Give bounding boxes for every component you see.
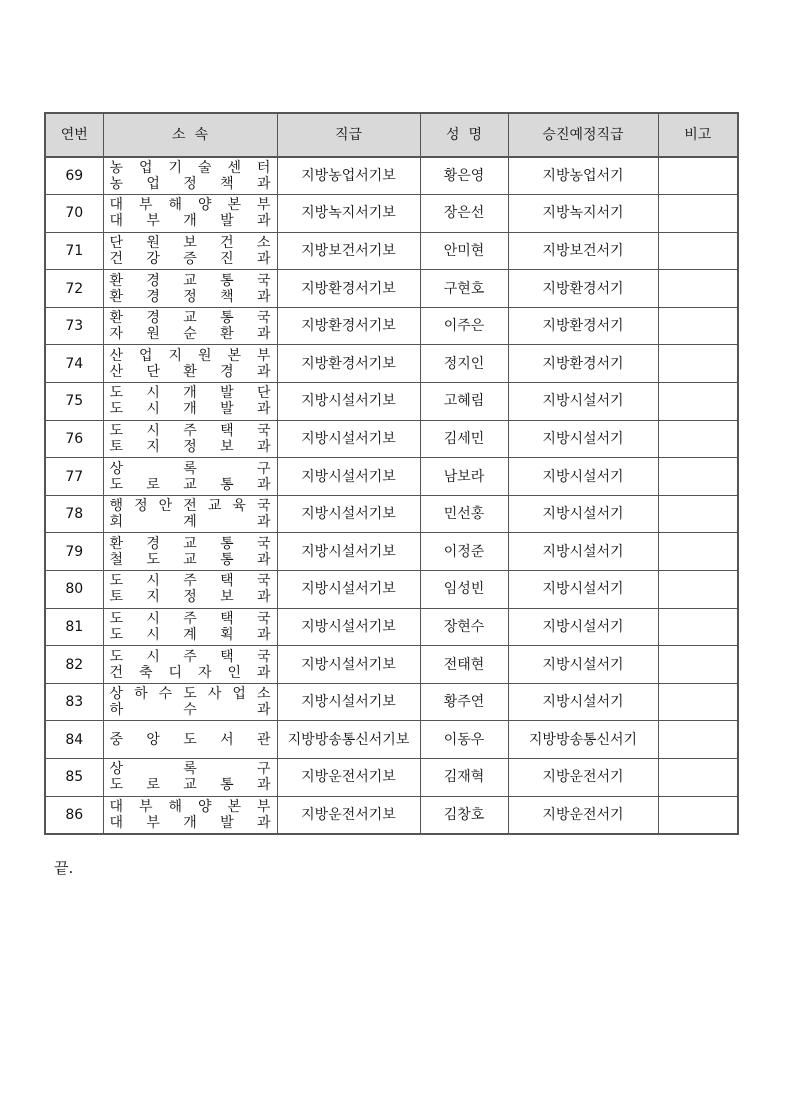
note-cell (658, 195, 738, 233)
department-line: 대 부 개 발 과 (109, 814, 271, 831)
header-promo: 승진예정직급 (508, 113, 658, 157)
row-number: 74 (45, 345, 103, 383)
row-number: 72 (45, 270, 103, 308)
promotion-rank-cell: 지방시설서기 (508, 646, 658, 684)
department-line: 회 계 과 (109, 514, 271, 531)
department-line: 대 부 해 양 본 부 (109, 197, 271, 214)
note-cell (658, 721, 738, 759)
rank-cell: 지방환경서기보 (277, 345, 420, 383)
department-line: 도 시 개 발 단 (109, 385, 271, 402)
department-line: 행 정 안 전 교 육 국 (109, 498, 271, 515)
note-cell (658, 495, 738, 533)
table-row (45, 796, 738, 834)
row-number: 78 (45, 495, 103, 533)
rank-cell: 지방시설서기보 (277, 383, 420, 421)
name-cell: 구현호 (420, 270, 508, 308)
name-cell: 안미현 (420, 232, 508, 270)
promotion-rank-cell: 지방보건서기 (508, 232, 658, 270)
row-number: 80 (45, 571, 103, 609)
rank-cell: 지방시설서기보 (277, 458, 420, 496)
department-line: 산 단 환 경 과 (109, 363, 271, 380)
name-cell: 임성빈 (420, 571, 508, 609)
department-cell (103, 458, 277, 496)
rank-cell: 지방시설서기보 (277, 571, 420, 609)
department-line: 환 경 정 책 과 (109, 288, 271, 305)
rank-cell: 지방운전서기보 (277, 759, 420, 797)
header-name: 성 명 (420, 113, 508, 157)
row-number: 71 (45, 232, 103, 270)
note-cell (658, 270, 738, 308)
department-cell (103, 495, 277, 533)
note-cell (658, 608, 738, 646)
row-number: 86 (45, 796, 103, 834)
table-row (45, 383, 738, 421)
department-cell (103, 195, 277, 233)
rank-cell: 지방시설서기보 (277, 646, 420, 684)
name-cell: 김창호 (420, 796, 508, 834)
rank-cell: 지방시설서기보 (277, 533, 420, 571)
department-line: 상 하 수 도 사 업 소 (109, 686, 271, 703)
promotion-rank-cell: 지방시설서기 (508, 383, 658, 421)
row-number: 84 (45, 721, 103, 759)
note-cell (658, 458, 738, 496)
promotion-rank-cell: 지방방송통신서기 (508, 721, 658, 759)
note-cell (658, 307, 738, 345)
header-dept: 소 속 (103, 113, 277, 157)
promotion-rank-cell: 지방녹지서기 (508, 195, 658, 233)
note-cell (658, 646, 738, 684)
department-cell (103, 683, 277, 721)
note-cell (658, 796, 738, 834)
table-row (45, 420, 738, 458)
rank-cell: 지방방송통신서기보 (277, 721, 420, 759)
table-row (45, 571, 738, 609)
name-cell: 전태현 (420, 646, 508, 684)
table-row (45, 307, 738, 345)
department-line: 환 경 교 통 국 (109, 535, 271, 552)
row-number: 77 (45, 458, 103, 496)
header-note: 비고 (658, 113, 738, 157)
promotion-rank-cell: 지방환경서기 (508, 270, 658, 308)
department-line: 산 업 지 원 본 부 (109, 347, 271, 364)
department-cell (103, 533, 277, 571)
note-cell (658, 420, 738, 458)
header-no: 연번 (45, 113, 103, 157)
row-number: 79 (45, 533, 103, 571)
department-line: 건 강 증 진 과 (109, 250, 271, 267)
note-cell (658, 232, 738, 270)
name-cell: 장현수 (420, 608, 508, 646)
name-cell: 이정준 (420, 533, 508, 571)
rank-cell: 지방환경서기보 (277, 307, 420, 345)
rank-cell: 지방녹지서기보 (277, 195, 420, 233)
rank-cell: 지방운전서기보 (277, 796, 420, 834)
department-line: 하 수 과 (109, 702, 271, 719)
department-line: 농 업 기 술 센 터 (109, 160, 271, 177)
table-row (45, 608, 738, 646)
department-cell (103, 721, 277, 759)
row-number: 82 (45, 646, 103, 684)
table-row (45, 683, 738, 721)
promotion-rank-cell: 지방시설서기 (508, 608, 658, 646)
table-row (45, 232, 738, 270)
department-cell (103, 420, 277, 458)
table-row (45, 721, 738, 759)
department-line: 환 경 교 통 국 (109, 272, 271, 289)
department-line: 건 축 디 자 인 과 (109, 664, 271, 681)
rank-cell: 지방시설서기보 (277, 683, 420, 721)
department-line: 도 시 개 발 과 (109, 401, 271, 418)
promotion-rank-cell: 지방환경서기 (508, 345, 658, 383)
row-number: 70 (45, 195, 103, 233)
department-line: 단 원 보 건 소 (109, 234, 271, 251)
department-line: 도 시 주 택 국 (109, 648, 271, 665)
name-cell: 남보라 (420, 458, 508, 496)
header-rank: 직급 (277, 113, 420, 157)
promotion-rank-cell: 지방시설서기 (508, 495, 658, 533)
name-cell: 황은영 (420, 157, 508, 195)
department-line: 상 록 구 (109, 460, 271, 477)
table-row (45, 458, 738, 496)
department-cell (103, 307, 277, 345)
note-cell (658, 571, 738, 609)
department-line: 철 도 교 통 과 (109, 551, 271, 568)
table-body (45, 157, 738, 834)
department-cell (103, 759, 277, 797)
note-cell (658, 683, 738, 721)
department-cell (103, 270, 277, 308)
note-cell (658, 157, 738, 195)
department-line: 도 시 주 택 국 (109, 610, 271, 627)
note-cell (658, 759, 738, 797)
department-line: 환 경 교 통 국 (109, 310, 271, 327)
rank-cell: 지방시설서기보 (277, 608, 420, 646)
row-number: 73 (45, 307, 103, 345)
row-number: 81 (45, 608, 103, 646)
table-row (45, 759, 738, 797)
promotion-rank-cell: 지방환경서기 (508, 307, 658, 345)
table-row (45, 270, 738, 308)
name-cell: 김세민 (420, 420, 508, 458)
row-number: 83 (45, 683, 103, 721)
department-line: 도 로 교 통 과 (109, 777, 271, 794)
promotion-rank-cell: 지방운전서기 (508, 759, 658, 797)
name-cell: 장은선 (420, 195, 508, 233)
department-cell (103, 646, 277, 684)
promotion-rank-cell: 지방농업서기 (508, 157, 658, 195)
name-cell: 황주연 (420, 683, 508, 721)
row-number: 75 (45, 383, 103, 421)
name-cell: 민선홍 (420, 495, 508, 533)
row-number: 85 (45, 759, 103, 797)
row-number: 76 (45, 420, 103, 458)
row-number: 69 (45, 157, 103, 195)
end-mark: 끝. (54, 859, 74, 877)
rank-cell: 지방농업서기보 (277, 157, 420, 195)
note-cell (658, 533, 738, 571)
name-cell: 김재혁 (420, 759, 508, 797)
department-line: 중 앙 도 서 관 (109, 731, 271, 748)
department-cell (103, 157, 277, 195)
promotion-rank-cell: 지방운전서기 (508, 796, 658, 834)
name-cell: 이동우 (420, 721, 508, 759)
rank-cell: 지방시설서기보 (277, 495, 420, 533)
table-row (45, 646, 738, 684)
department-line: 도 로 교 통 과 (109, 476, 271, 493)
department-line: 대 부 개 발 과 (109, 213, 271, 230)
department-line: 대 부 해 양 본 부 (109, 798, 271, 815)
table-row (45, 495, 738, 533)
name-cell: 정지인 (420, 345, 508, 383)
department-line: 자 원 순 환 과 (109, 326, 271, 343)
table-header (45, 113, 738, 157)
rank-cell: 지방시설서기보 (277, 420, 420, 458)
department-cell (103, 383, 277, 421)
department-cell (103, 608, 277, 646)
note-cell (658, 345, 738, 383)
department-line: 도 시 주 택 국 (109, 422, 271, 439)
department-cell (103, 571, 277, 609)
table-row (45, 533, 738, 571)
promotion-rank-cell: 지방시설서기 (508, 420, 658, 458)
department-line: 토 지 정 보 과 (109, 438, 271, 455)
department-cell (103, 232, 277, 270)
department-cell (103, 345, 277, 383)
department-line: 도 시 주 택 국 (109, 573, 271, 590)
promotion-rank-cell: 지방시설서기 (508, 571, 658, 609)
promotion-table (44, 112, 739, 835)
department-line: 도 시 계 획 과 (109, 626, 271, 643)
name-cell: 고혜림 (420, 383, 508, 421)
rank-cell: 지방환경서기보 (277, 270, 420, 308)
rank-cell: 지방보건서기보 (277, 232, 420, 270)
table-row (45, 195, 738, 233)
name-cell: 이주은 (420, 307, 508, 345)
promotion-rank-cell: 지방시설서기 (508, 458, 658, 496)
promotion-rank-cell: 지방시설서기 (508, 683, 658, 721)
note-cell (658, 383, 738, 421)
department-line: 토 지 정 보 과 (109, 589, 271, 606)
table-row (45, 345, 738, 383)
table-row (45, 157, 738, 195)
department-cell (103, 796, 277, 834)
promotion-rank-cell: 지방시설서기 (508, 533, 658, 571)
department-line: 상 록 구 (109, 761, 271, 778)
department-line: 농 업 정 책 과 (109, 176, 271, 193)
